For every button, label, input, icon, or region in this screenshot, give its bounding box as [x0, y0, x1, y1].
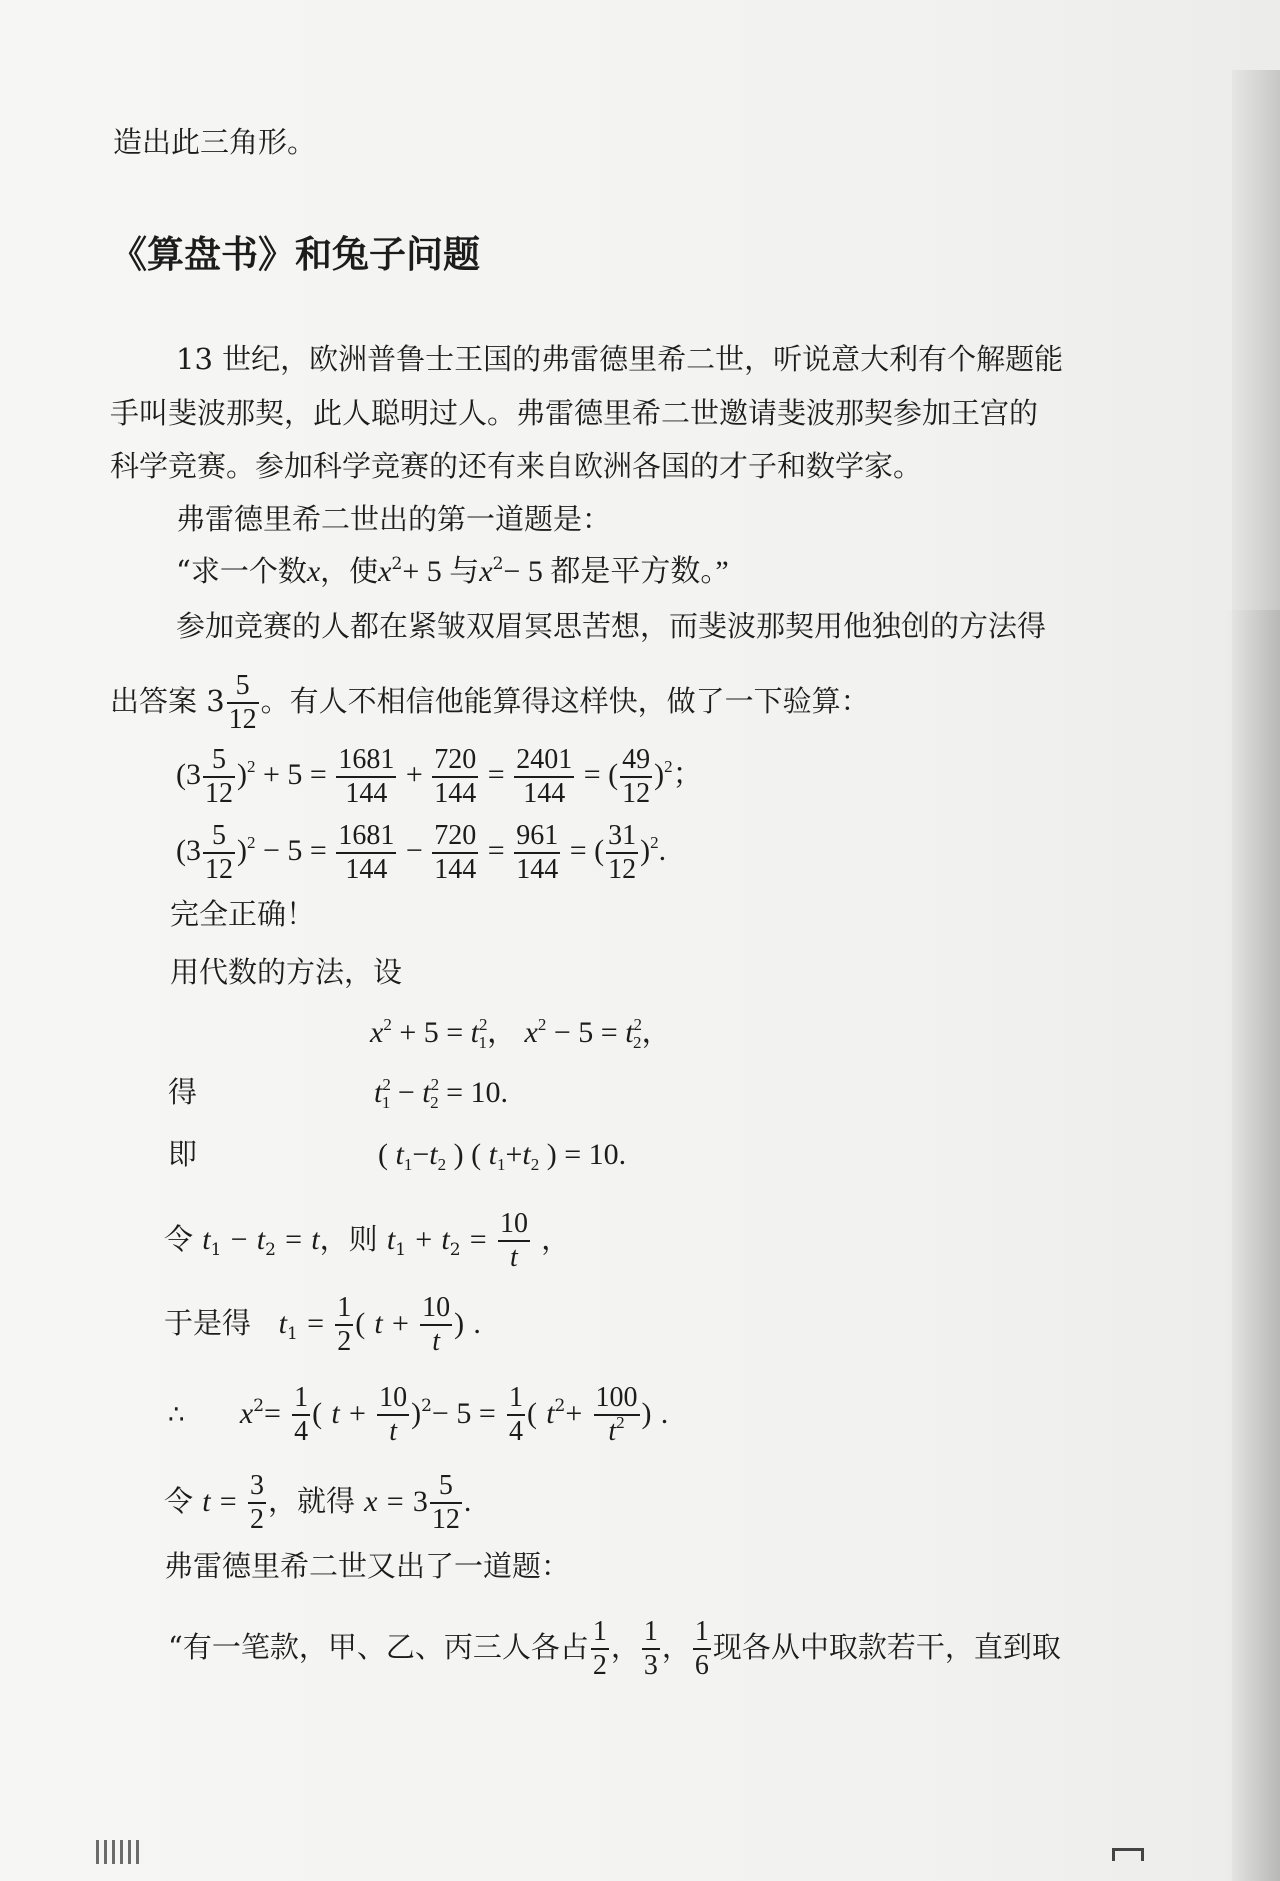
fraction: $\frac{5}{12}$: [205, 820, 233, 885]
question-text: − 5 都是平方数。”: [503, 555, 729, 588]
fraction: $\frac{5}{12}$: [228, 670, 257, 735]
paragraph-line: 13 世纪，欧洲普鲁士王国的弗雷德里希二世，听说意大利有个解题能: [176, 342, 1064, 376]
paragraph-line: 手叫斐波那契，此人聪明过人。弗雷德里希二世邀请斐波那契参加王宫的: [110, 396, 1039, 430]
page-edge-shadow: [1225, 610, 1280, 1881]
equation-diff: $t^2_1 - t^2_2 = 10$.: [374, 1075, 509, 1112]
exponent: 2: [492, 554, 504, 574]
top-line: 造出此三角形。: [113, 125, 317, 159]
question-text: ，使: [320, 554, 379, 588]
paragraph-line: 科学竞赛。参加科学竞赛的还有来自欧洲各国的才子和数学家。: [110, 449, 923, 483]
fraction: $\frac{10}{t}$: [499, 1208, 528, 1273]
fraction: $\frac{31}{12}$: [608, 820, 637, 885]
fraction: $\frac{1}{4}$: [508, 1382, 523, 1447]
substitution-line: 令 $t_1 - t_2 = t$，则 $t_1 + t_2$ = $\frac{10}{t}$ ，: [164, 1208, 571, 1273]
math-var: x: [479, 555, 493, 588]
question-text: + 5 与: [402, 555, 480, 588]
equation-factored: ( $t_1-t_2$ ) ( $t_1+t_2$ ) = 10.: [378, 1138, 627, 1174]
fraction: $\frac{720}{144}$: [434, 744, 477, 809]
math-var: x: [306, 555, 321, 588]
label-de: 得: [168, 1075, 198, 1109]
final-answer-line: 令 t = $\frac{3}{2}$ ，就得 x = 3 $\frac{5}{12}$ .: [164, 1470, 472, 1535]
paragraph-line: 完全正确！: [170, 897, 316, 931]
fraction: $\frac{1}{2}$: [337, 1292, 352, 1357]
fraction: $\frac{49}{12}$: [622, 744, 651, 809]
section-heading: 《算盘书》和兔子问题: [110, 232, 480, 276]
fraction: $\frac{961}{144}$: [516, 820, 559, 885]
fraction: $\frac{1}{2}$: [592, 1616, 607, 1681]
math-var: x: [378, 555, 392, 588]
question-line: “有一笔款，甲、乙、丙三人各占 $\frac{1}{2}$ ， $\frac{1}{3}$ ， $\frac{1}{6}$ 现各从中取款若干，直到取: [168, 1616, 1061, 1681]
question-line: [176, 554, 729, 588]
fraction: $\frac{5}{12}$: [205, 744, 233, 809]
fraction: $\frac{10}{t}$: [379, 1382, 408, 1447]
fraction: $\frac{2401}{144}$: [516, 744, 573, 809]
therefore-symbol: ∴: [168, 1400, 185, 1430]
fraction: $\frac{1}{6}$: [694, 1616, 709, 1681]
fraction: $\frac{1681}{144}$: [338, 744, 395, 809]
fraction: $\frac{100}{t^2}$: [595, 1382, 638, 1447]
paragraph-line: 参加竞赛的人都在紧皱双眉冥思苦想，而斐波那契用他独创的方法得: [176, 609, 1047, 643]
fraction: $\frac{5}{12}$: [431, 1470, 460, 1535]
paragraph-text: 出答案 3: [110, 684, 225, 718]
paragraph-text: 。有人不相信他能算得这样快，做了一下验算：: [260, 684, 870, 718]
x-squared-line: ∴ $x^2=$ $\frac{1}{4}$ ( t + $\frac{10}{t}$ )$^2$− 5 = $\frac{1}{4}$ ( $t^2+$ $\frac{100}{t^2}$ ) .: [168, 1382, 669, 1447]
paragraph-line: 弗雷德里希二世又出了一道题：: [164, 1549, 571, 1583]
page-corner-mark: [1112, 1848, 1144, 1861]
answer-line: [110, 672, 870, 734]
paragraph-line: 弗雷德里希二世出的第一道题是：: [176, 502, 612, 536]
equation-1: (3 $\frac{5}{12}$ )$^2$ + 5 = $\frac{1681}{144}$ + $\frac{720}{144}$ = $\frac{2401}{144}$ = ( $\frac{49}{12}$ )$^2$；: [176, 744, 703, 809]
fraction: $\frac{10}{t}$: [422, 1292, 451, 1357]
fraction: $\frac{1}{4}$: [294, 1382, 309, 1447]
paragraph-line: 用代数的方法，设: [170, 955, 403, 989]
fraction: $\frac{3}{2}$: [249, 1470, 264, 1535]
label-ji: 即: [168, 1137, 198, 1171]
question-text: “求一个数: [176, 554, 307, 588]
exponent: 2: [391, 554, 403, 574]
scan-marks: [96, 1840, 144, 1866]
equation-set: $x^2 + 5 = t^2_1$， $x^2 - 5 = t^2_2$，: [370, 1015, 672, 1052]
fraction: $\frac{720}{144}$: [434, 820, 477, 885]
fraction: $\frac{1}{3}$: [643, 1616, 658, 1681]
equation-2: (3 $\frac{5}{12}$ )$^2$ − 5 = $\frac{1681}{144}$ − $\frac{720}{144}$ = $\frac{961}{144}$ = ( $\frac{31}{12}$ )$^2$.: [176, 820, 667, 885]
t1-solution-line: 于是得 $t_1$ = $\frac{1}{2}$ ( t + $\frac{10}{t}$ ) .: [164, 1292, 481, 1357]
fraction: $\frac{1681}{144}$: [338, 820, 395, 885]
